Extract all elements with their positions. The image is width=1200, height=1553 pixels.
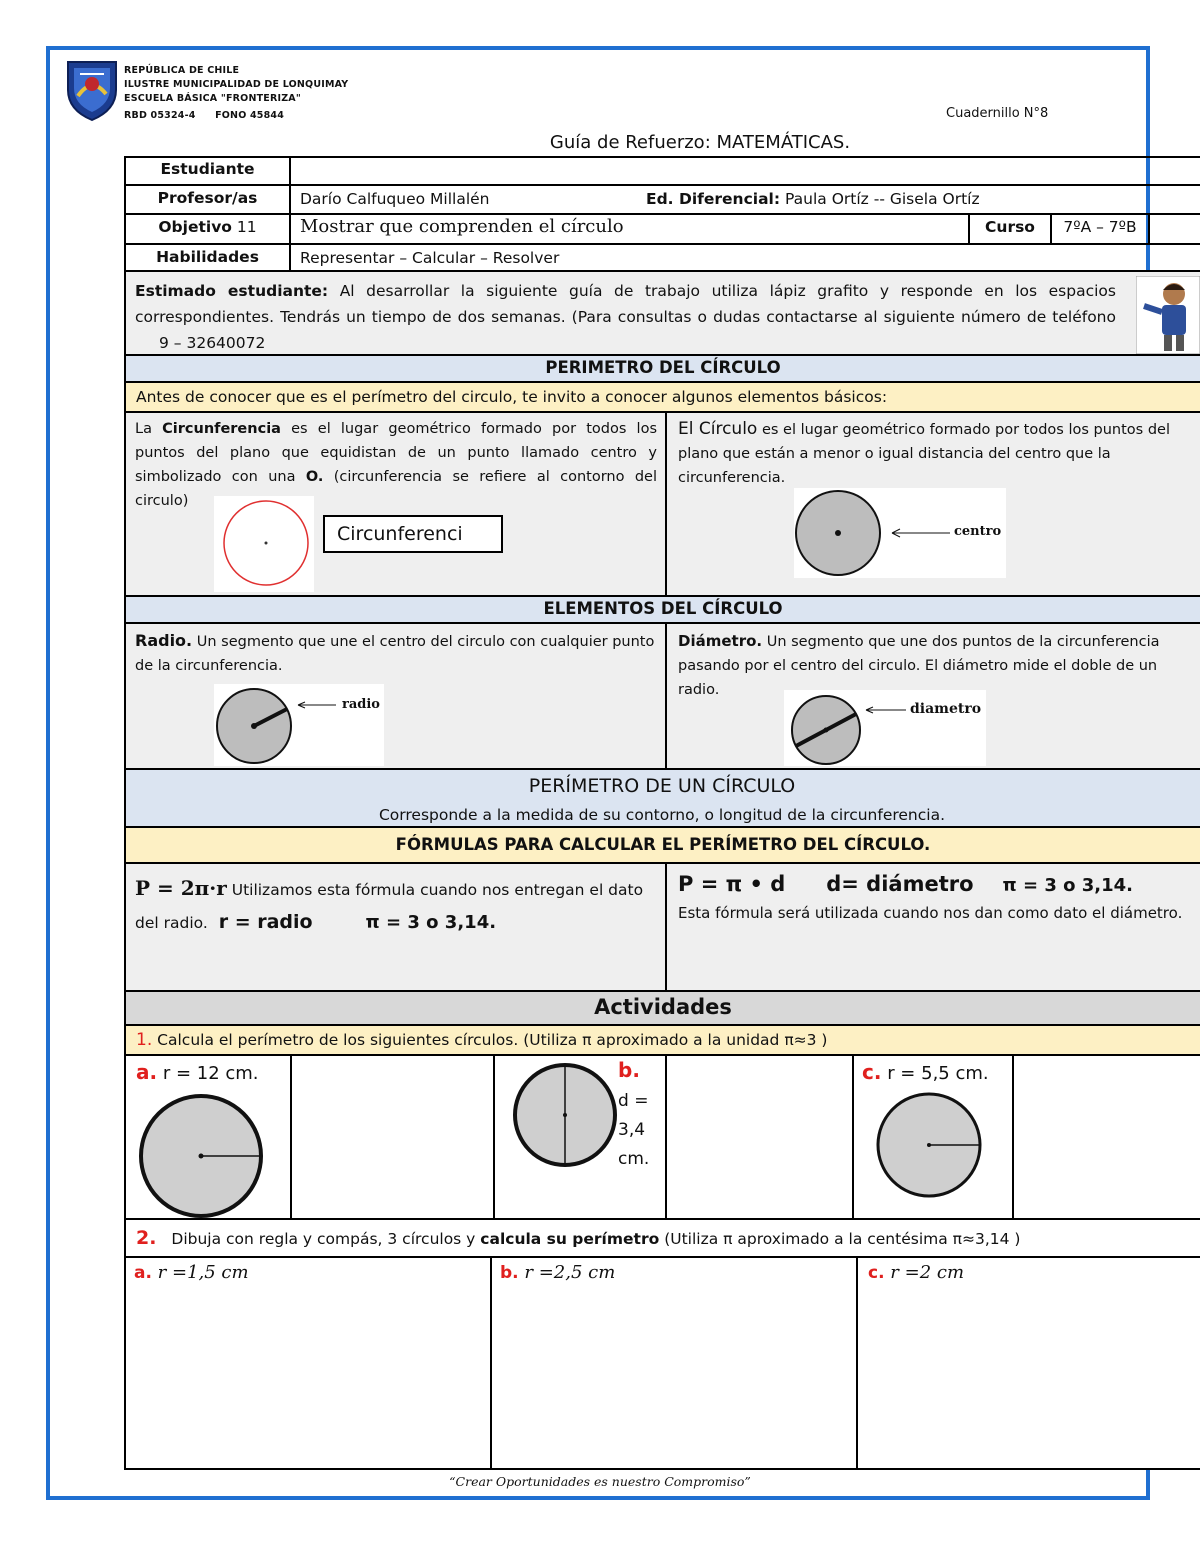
activity1-instructions: Calcula el perímetro de los siguientes círculos. (Utiliza π aproximado a la unidad π≈3 ) xyxy=(157,1031,828,1049)
diameter-term: Diámetro. xyxy=(678,632,763,650)
teacher-name: Darío Calfuqueo Millalén xyxy=(300,190,490,208)
student-field[interactable] xyxy=(300,160,1180,180)
item-b-letter: b. xyxy=(618,1058,640,1082)
circumference-note: (circunferencia se refiere al contorno del circulo) xyxy=(135,469,658,509)
skills-text: Representar – Calcular – Resolver xyxy=(300,249,560,267)
circle-term: El Círculo xyxy=(678,419,758,439)
radius-term: Radio. xyxy=(135,631,193,650)
formula-radius: P = 2π·r xyxy=(135,876,227,900)
section-elements-title: ELEMENTOS DEL CÍRCULO xyxy=(124,597,1200,624)
radius-label: radio xyxy=(342,697,380,712)
draw-c-radius: r =2 cm xyxy=(890,1262,965,1283)
item-a-radius: r = 12 cm. xyxy=(162,1063,259,1084)
item-a-circle xyxy=(138,1094,264,1218)
draw-b-radius: r =2,5 cm xyxy=(524,1262,616,1283)
activity2-number: 2. xyxy=(136,1227,157,1249)
activity1-number: 1. xyxy=(136,1030,153,1050)
phone-text: FONO 45844 xyxy=(215,110,285,121)
section-perimeter-subtitle: Antes de conocer que es el perímetro del circulo, te invito a conocer algunos elementos básicos: xyxy=(124,383,1200,413)
circumference-symbol: O. xyxy=(305,469,324,485)
draw-a-space[interactable] xyxy=(134,1294,482,1464)
diameter-definition: d= diámetro xyxy=(826,872,974,896)
circumference-label-box: Circunferenci xyxy=(323,515,503,553)
activity2-instructions-pre: Dibuja con regla y compás, 3 círculos y xyxy=(171,1230,476,1248)
item-a-letter: a. xyxy=(136,1060,158,1084)
formula-diameter: P = π • d xyxy=(678,872,786,896)
item-b-circle xyxy=(508,1062,618,1172)
pi-values-1: π = 3 o 3,14. xyxy=(365,912,497,933)
objective-label: Objetivo xyxy=(158,218,232,236)
draw-c-letter: c. xyxy=(868,1263,885,1283)
circle-text: es el lugar geométrico formado por todos los puntos del plano que están a menor o igual distancia del centro que la circunferencia. xyxy=(678,422,1170,486)
formula-diameter-text: Esta fórmula será utilizada cuando nos dan como dato el diámetro. xyxy=(678,904,1183,922)
diameter-label: diametro xyxy=(910,701,982,717)
objective-number: 11 xyxy=(236,218,257,236)
teacher-label: Profesor/as xyxy=(157,189,258,207)
circumference-figure xyxy=(214,496,314,592)
section-perimeter-title: PERIMETRO DEL CÍRCULO xyxy=(124,356,1200,383)
perimeter-definition: Corresponde a la medida de su contorno, o longitud de la circunferencia. xyxy=(378,806,945,824)
rbd-text: RBD 05324-4 xyxy=(124,110,196,121)
intro-lead: Estimado estudiante: xyxy=(135,282,329,300)
item-b-answer-space[interactable] xyxy=(672,1062,846,1212)
pi-values-2: π = 3 o 3,14. xyxy=(1002,875,1133,896)
intro-text: Al desarrollar la siguiente guía de trabajo utiliza lápiz grafito y responde en los espacios correspondientes. Tendrás un tiempo de dos semanas. (Para consultas o dudas contactarse al siguiente número de teléfono xyxy=(135,282,1116,326)
radius-definition: r = radio xyxy=(218,911,313,933)
municipality-text: ILUSTRE MUNICIPALIDAD DE LONQUIMAY xyxy=(124,79,349,90)
draw-c-space[interactable] xyxy=(868,1294,1194,1464)
formula-radius-text: Utilizamos esta fórmula cuando nos entregan el dato del radio. xyxy=(135,881,644,932)
section-perimeter-def-title: PERÍMETRO DE UN CÍRCULO xyxy=(528,775,796,797)
intro-phone: 9 – 32640072 xyxy=(159,334,266,352)
activity2-instructions-post: (Utiliza π aproximado a la centésima π≈3,14 ) xyxy=(664,1230,1021,1248)
circumference-term: Circunferencia xyxy=(162,421,281,437)
activities-title: Actividades xyxy=(124,992,1200,1026)
draw-b-space[interactable] xyxy=(500,1294,848,1464)
republic-text: REPÚBLICA DE CHILE xyxy=(124,65,240,76)
footer-motto: “Crear Oportunidades es nuestro Compromiso” xyxy=(449,1474,751,1489)
diff-label: Ed. Diferencial: xyxy=(646,190,781,208)
diameter-text: Un segmento que une dos puntos de la circunferencia pasando por el centro del circulo. El diámetro mide el doble de un radio. xyxy=(678,634,1160,698)
diff-names: Paula Ortíz -- Gisela Ortíz xyxy=(785,190,980,208)
item-a-answer-space[interactable] xyxy=(298,1062,486,1212)
radius-text: Un segmento que une el centro del circulo con cualquier punto de la circunferencia. xyxy=(135,634,655,674)
booklet-number: Cuadernillo N°8 xyxy=(946,106,1049,121)
item-b-diameter: d = 3,4 cm. xyxy=(618,1091,650,1169)
student-label: Estudiante xyxy=(160,160,255,178)
teacher-cartoon-icon xyxy=(1136,276,1200,354)
item-c-answer-space[interactable] xyxy=(1020,1062,1196,1212)
activity2-instructions-bold: calcula su perímetro xyxy=(480,1230,660,1248)
school-text: ESCUELA BÁSICA "FRONTERIZA" xyxy=(124,93,302,104)
skills-label: Habilidades xyxy=(156,248,259,266)
circ-pre: La xyxy=(135,421,152,437)
draw-a-letter: a. xyxy=(134,1263,152,1283)
draw-b-letter: b. xyxy=(500,1263,519,1283)
school-crest-icon xyxy=(64,56,120,122)
item-c-circle xyxy=(874,1092,986,1200)
circumference-text: es el lugar geométrico formado por todos los puntos del plano que equidistan de un punto llamado centro y simbolizado con una xyxy=(135,421,658,485)
item-c-radius: r = 5,5 cm. xyxy=(887,1063,989,1084)
objective-text: Mostrar que comprenden el círculo xyxy=(300,216,624,237)
course-label: Curso xyxy=(985,218,1035,236)
center-label: centro xyxy=(954,524,1002,539)
draw-a-radius: r =1,5 cm xyxy=(157,1262,249,1283)
item-c-letter: c. xyxy=(862,1060,882,1084)
formulas-title: FÓRMULAS PARA CALCULAR EL PERÍMETRO DEL CÍRCULO. xyxy=(124,828,1200,864)
course-value: 7ºA – 7ºB xyxy=(1063,218,1137,236)
page-title: Guía de Refuerzo: MATEMÁTICAS. xyxy=(549,132,851,153)
